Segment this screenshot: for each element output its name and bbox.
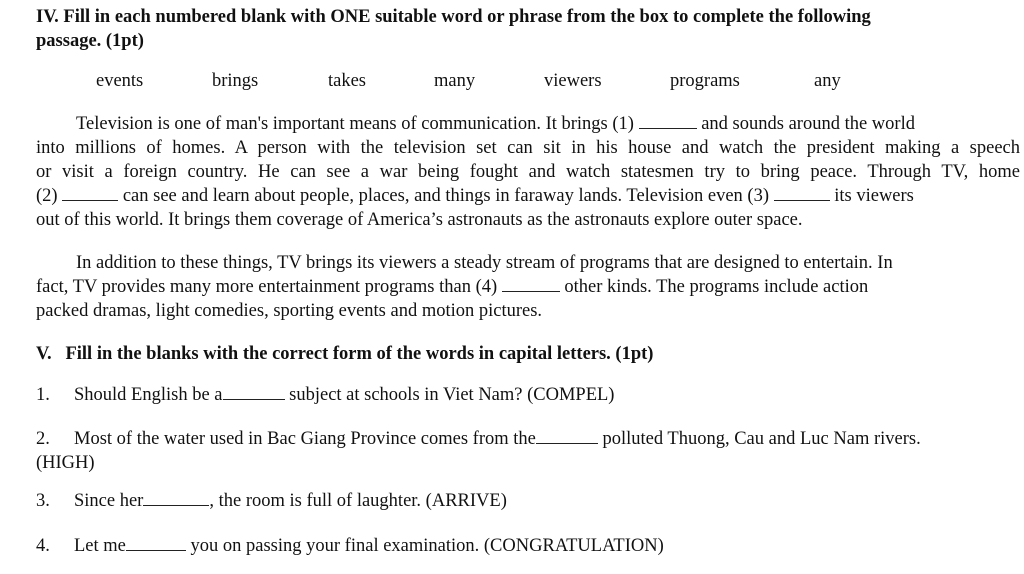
item-text-post: you on passing your final examination. (CONGRATULATION) — [190, 536, 664, 556]
item-number: 3. — [36, 491, 50, 511]
item-number: 1. — [36, 385, 50, 405]
word-box-item: brings — [212, 71, 259, 91]
passage-line: into millions of homes. A person with the television set can sit in his house and watch the president making a speech — [36, 138, 1020, 158]
blank-4[interactable] — [502, 276, 560, 292]
passage-text: and sounds around the world — [701, 114, 915, 134]
passage-text: fact, TV provides many more entertainment programs than (4) — [36, 277, 498, 297]
answer-blank-4[interactable] — [126, 535, 186, 551]
item-text — [74, 490, 507, 513]
passage-line: or visit a foreign country. He can see a war being fought and watch statesmen try to bring peace. Through TV, home — [36, 162, 1020, 182]
section-iv-heading-line1: IV. Fill in each numbered blank with ONE suitable word or phrase from the box to complete the following — [36, 7, 871, 27]
passage-text: (2) — [36, 186, 58, 206]
item-number: 2. — [36, 429, 50, 449]
passage-line: out of this world. It brings them coverage of America’s astronauts as the astronauts explore outer space. — [36, 210, 803, 230]
passage-text: its viewers — [834, 186, 914, 206]
word-box-item: viewers — [544, 71, 602, 91]
passage-text: other kinds. The programs include action — [564, 277, 869, 297]
word-box-item: any — [814, 71, 841, 91]
word-box-item: events — [96, 71, 144, 91]
item-text-pre: Let me — [74, 536, 126, 556]
blank-1[interactable] — [639, 113, 697, 129]
item-text-post: subject at schools in Viet Nam? (COMPEL) — [289, 385, 615, 405]
passage-line — [36, 185, 914, 208]
item-text-pre: Should English be a — [74, 385, 223, 405]
item-text-post: polluted Thuong, Cau and Luc Nam rivers. — [602, 429, 921, 449]
item-text — [74, 384, 614, 407]
answer-blank-1[interactable] — [223, 384, 285, 400]
word-box-item: takes — [328, 71, 367, 91]
passage-line — [76, 113, 915, 136]
passage-line — [36, 276, 868, 299]
item-text-continued: (HIGH) — [36, 453, 95, 473]
passage-line: packed dramas, light comedies, sporting events and motion pictures. — [36, 301, 543, 321]
word-box-item: many — [434, 71, 476, 91]
blank-2[interactable] — [62, 185, 118, 201]
answer-blank-3[interactable] — [143, 490, 209, 506]
passage-text: can see and learn about people, places, and things in faraway lands. Television even (3) — [122, 186, 769, 206]
item-text — [74, 535, 664, 558]
passage-text: Television is one of man's important means of communication. It brings (1) — [76, 114, 634, 134]
item-text-pre: Since her — [74, 491, 144, 511]
item-text — [74, 428, 921, 451]
item-number: 4. — [36, 536, 50, 556]
item-text-pre: Most of the water used in Bac Giang Province comes from the — [74, 429, 536, 449]
word-box-item: programs — [670, 71, 740, 91]
answer-blank-2[interactable] — [536, 428, 598, 444]
item-text-post: , the room is full of laughter. (ARRIVE) — [209, 491, 507, 511]
blank-3[interactable] — [774, 185, 830, 201]
section-v-heading: V. Fill in the blanks with the correct form of the words in capital letters. (1pt) — [36, 344, 654, 364]
passage-line: In addition to these things, TV brings its viewers a steady stream of programs that are designed to entertain. In — [76, 253, 893, 273]
section-iv-heading-line2: passage. (1pt) — [36, 31, 144, 51]
